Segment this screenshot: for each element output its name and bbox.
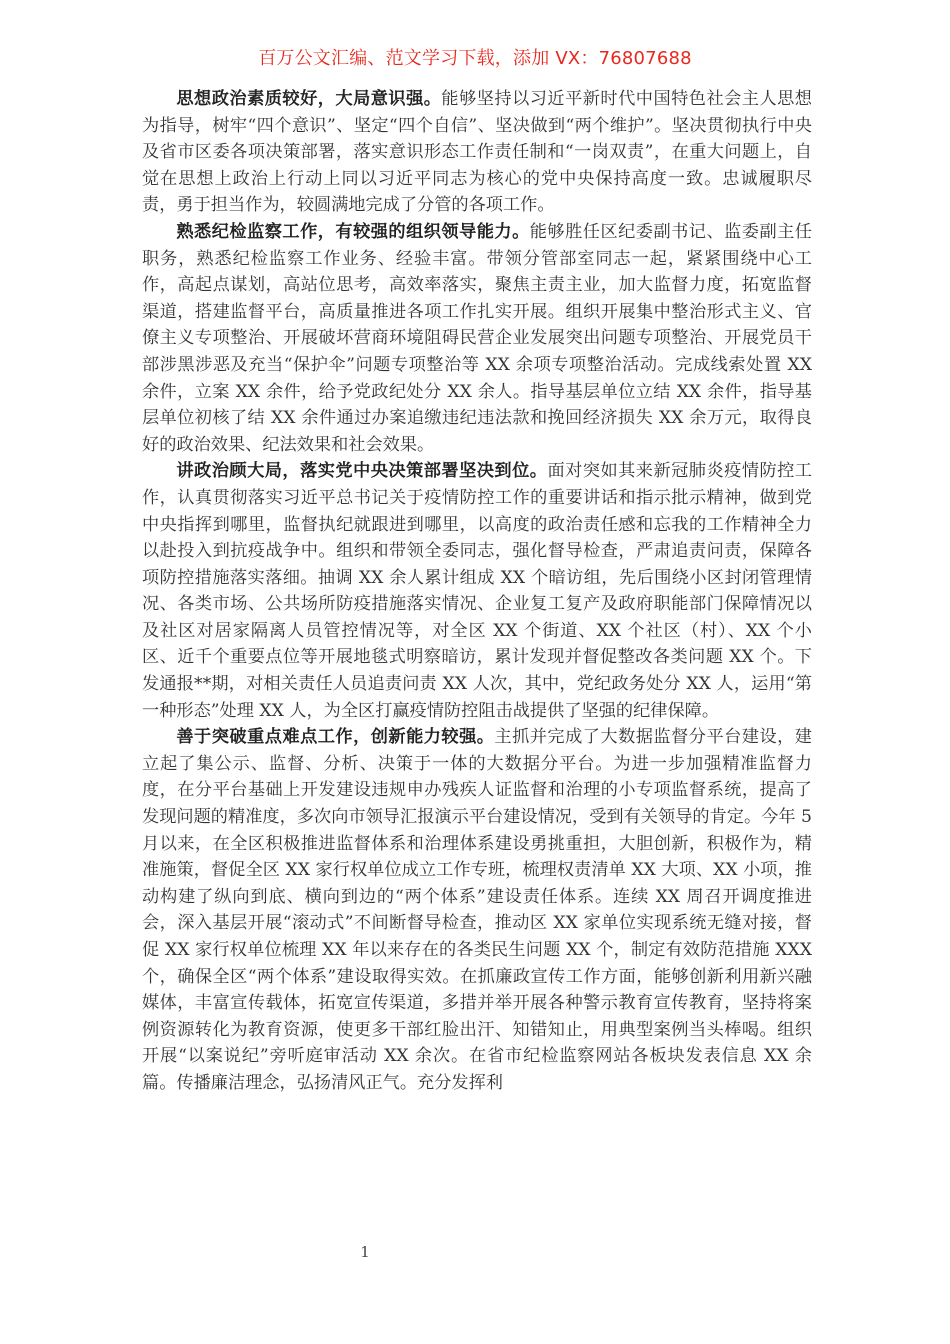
paragraph-text: 主抓并完成了大数据监督分平台建设，建立起了集公示、监督、分析、决策于一体的大数据分平台。为进一步加强精准监督力度，在分平台基础上开发建设违规申办残疾人证监督和治理的小专项监督系统，提高了发现问题的精准度，多次向市领导汇报演示平台建设情况，受到有关领导的肯定。今年 5 月以来，在全区积极推进监督体系和治理体系建设勇挑重担，大胆创新，积极作为，精准施策，督促全区 XX 家行权单位成立工作专班，梳理权责清单 XX 大项、XX 小项，推动构建了纵向到底、横向到边的“两个体系”建设责任体系。连续 XX 周召开调度推进会，深入基层开展“滚动式”不间断督导检查，推动区 XX 家单位实现系统无缝对接，督促 XX 家行权单位梳理 XX 年以来存在的各类民生问题 XX 个，制定有效防范措施 XXX 个，确保全区“两个体系”建设取得实效。在抓廉政宣传工作方面，能够创新利用新兴融媒体，丰富宣传载体，拓宽宣传渠道，多措并举开展各种警示教育宣传教育，坚持将案例资源转化为教育资源，使更多干部红脸出汗、知错知止，用典型案例当头棒喝。组织开展“以案说纪”旁听庭审活动 XX 余次。在省市纪检监察网站各板块发表信息 XX 余篇。传播廉洁理念，弘扬清风正气。充分发挥利 bbox=[142, 727, 812, 1093]
paragraph-political-quality bbox=[142, 86, 812, 219]
paragraph-heading: 熟悉纪检监察工作，有较强的组织领导能力。 bbox=[176, 221, 530, 242]
paragraph-heading: 讲政治顾大局，落实党中央决策部署坚决到位。 bbox=[176, 461, 548, 482]
document-body bbox=[142, 86, 812, 1097]
promo-header: 百万公文汇编、范文学习下载，添加 VX：76807688 bbox=[258, 48, 692, 69]
paragraph-text: 能够胜任区纪委副书记、监委副主任职务，熟悉纪检监察工作业务、经验丰富。带领分管部室同志一起，紧紧围绕中心工作，高起点谋划，高站位思考，高效率落实，聚焦主责主业，加大监督力度，拓宽监督渠道，搭建监督平台，高质量推进各项工作扎实开展。组织开展集中整治形式主义、官僚主义专项整治、开展破坏营商环境阻碍民营企业发展突出问题专项整治、开展党员干部涉黑涉恶及充当“保护伞”问题专项整治等 XX 余项专项整治活动。完成线索处置 XX 余件，立案 XX 余件，给予党政纪处分 XX 余人。指导基层单位立结 XX 余件，指导基层单位初核了结 XX 余件通过办案追缴违纪违法款和挽回经济损失 XX 余万元，取得良好的政治效果、纪法效果和社会效果。 bbox=[142, 221, 812, 455]
paragraph-text: 面对突如其来新冠肺炎疫情防控工作，认真贯彻落实习近平总书记关于疫情防控工作的重要讲话和指示批示精神，做到党中央指挥到哪里，监督执纪就跟进到哪里，以高度的政治责任感和忘我的工作精神全力以赴投入到抗疫战争中。组织和带领全委同志，强化督导检查，严肃追责问责，保障各项防控措施落实落细。抽调 XX 余人累计组成 XX 个暗访组，先后围绕小区封闭管理情况、各类市场、公共场所防疫措施落实情况、企业复工复产及政府职能部门保障情况以及社区对居家隔离人员管控情况等，对全区 XX 个街道、XX 个社区（村）、XX 个小区、近千个重要点位等开展地毯式明察暗访，累计发现并督促整改各类问题 XX 个。下发通报**期，对相关责任人员追责问责 XX 人次，其中，党纪政务处分 XX 人，运用“第一种形态”处理 XX 人，为全区打赢疫情防控阻击战提供了坚强的纪律保障。 bbox=[142, 461, 812, 721]
paragraph-heading: 思想政治素质较好，大局意识强。 bbox=[176, 89, 442, 109]
paragraph-heading: 善于突破重点难点工作，创新能力较强。 bbox=[176, 727, 495, 748]
page-number: 1 bbox=[360, 1243, 370, 1261]
paragraph-discipline-inspection bbox=[142, 219, 812, 458]
paragraph-text: 能够坚持以习近平新时代中国特色社会主人思想为指导，树牢“四个意识”、坚定“四个自信”、坚决做到“两个维护”。坚决贯彻执行中央及省市区委各项决策部署，落实意识形态工作责任制和“一岗双责”，在重大问题上，自觉在思想上政治上行动上同以习近平同志为核心的党中央保持高度一致。忠诚履职尽责，勇于担当作为，较圆满地完成了分管的各项工作。 bbox=[142, 89, 812, 216]
paragraph-epidemic-response bbox=[142, 458, 812, 724]
paragraph-innovation bbox=[142, 724, 812, 1096]
